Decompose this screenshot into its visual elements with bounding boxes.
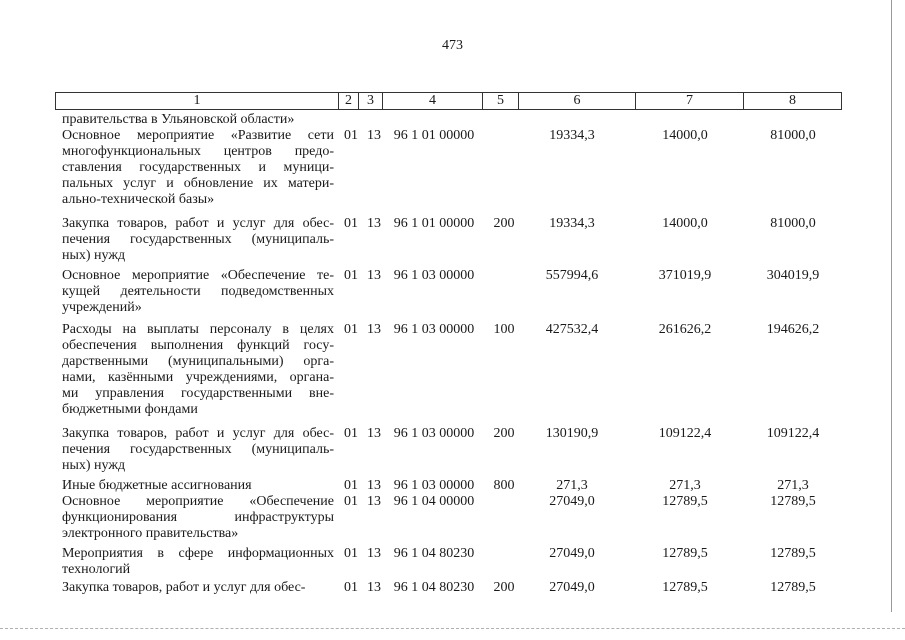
column-header-4: 4: [383, 93, 483, 110]
row-cell-c3: 13: [367, 216, 381, 231]
row-cell-c6: 557994,6: [545, 268, 599, 283]
row-cell-c5: 200: [493, 580, 515, 595]
row-cell-c4: 96 1 04 80230: [393, 546, 475, 561]
row-description: [62, 322, 334, 418]
description-line: бюджетными фондами: [62, 402, 198, 417]
row-cell-c2: 01: [344, 546, 358, 561]
row-cell-c6: 27049,0: [549, 546, 595, 561]
column-header-7: 7: [636, 93, 744, 110]
row-cell-c8: 12789,5: [770, 494, 816, 509]
row-cell-c7: 271,3: [669, 478, 701, 493]
row-cell-c5: 200: [493, 426, 515, 441]
row-description: [62, 478, 334, 494]
row-cell-c2: 01: [344, 426, 358, 441]
description-line: ставления государственных и муници-: [62, 160, 334, 175]
column-header-2: 2: [339, 93, 359, 110]
description-line: Основное мероприятие «Обеспечение те-: [62, 268, 334, 283]
column-header-1: 1: [56, 93, 339, 110]
row-cell-c3: 13: [367, 426, 381, 441]
column-header-6: 6: [519, 93, 636, 110]
row-cell-c7: 371019,9: [658, 268, 712, 283]
row-cell-c5: 800: [493, 478, 515, 493]
description-line: Расходы на выплаты персоналу в целях: [62, 322, 334, 337]
row-description: [62, 580, 334, 596]
row-cell-c6: 271,3: [556, 478, 588, 493]
row-description: [62, 112, 334, 128]
row-cell-c3: 13: [367, 322, 381, 337]
column-header-5: 5: [483, 93, 519, 110]
page-edge-right: [891, 0, 892, 612]
row-cell-c5: 200: [493, 216, 515, 231]
description-line: кущей деятельности подведомственных: [62, 284, 334, 299]
row-cell-c8: 271,3: [777, 478, 809, 493]
row-cell-c6: 19334,3: [549, 216, 595, 231]
description-line: электронного правительства»: [62, 526, 239, 541]
row-cell-c3: 13: [367, 268, 381, 283]
description-line: ально-технической базы»: [62, 192, 215, 207]
row-cell-c2: 01: [344, 128, 358, 143]
description-line: функционирования инфраструктуры: [62, 510, 334, 525]
row-description: [62, 268, 334, 316]
description-line: ных) нужд: [62, 248, 126, 263]
row-cell-c8: 81000,0: [770, 128, 816, 143]
description-line: обеспечения выполнения функций госу-: [62, 338, 334, 353]
description-line: Иные бюджетные ассигнования: [62, 478, 252, 493]
description-line: Закупка товаров, работ и услуг для обес-: [62, 426, 334, 441]
row-cell-c4: 96 1 03 00000: [393, 426, 475, 441]
row-description: [62, 546, 334, 578]
row-cell-c8: 81000,0: [770, 216, 816, 231]
row-cell-c4: 96 1 04 00000: [393, 494, 475, 509]
row-cell-c2: 01: [344, 580, 358, 595]
row-cell-c3: 13: [367, 580, 381, 595]
page-edge-bottom: [0, 628, 905, 629]
row-cell-c7: 14000,0: [662, 128, 708, 143]
row-description: [62, 128, 334, 208]
row-description: [62, 426, 334, 474]
description-line: Закупка товаров, работ и услуг для обес-: [62, 580, 306, 595]
description-line: ных) нужд: [62, 458, 126, 473]
row-cell-c7: 12789,5: [662, 580, 708, 595]
row-cell-c8: 304019,9: [766, 268, 820, 283]
row-cell-c8: 194626,2: [766, 322, 820, 337]
row-cell-c8: 12789,5: [770, 546, 816, 561]
row-cell-c4: 96 1 03 00000: [393, 268, 475, 283]
column-header-table: [55, 92, 842, 110]
row-cell-c7: 14000,0: [662, 216, 708, 231]
description-line: нами, казёнными учреждениями, органа-: [62, 370, 334, 385]
row-cell-c4: 96 1 03 00000: [393, 322, 475, 337]
description-line: ми управления государственными вне-: [62, 386, 334, 401]
description-line: пальных услуг и обновление их матери-: [62, 176, 334, 191]
row-cell-c4: 96 1 01 00000: [393, 216, 475, 231]
row-description: [62, 216, 334, 264]
row-cell-c4: 96 1 01 00000: [393, 128, 475, 143]
description-line: Мероприятия в сфере информационных: [62, 546, 334, 561]
row-cell-c3: 13: [367, 128, 381, 143]
row-cell-c6: 27049,0: [549, 580, 595, 595]
description-line: печения государственных (муниципаль-: [62, 442, 334, 457]
description-line: печения государственных (муниципаль-: [62, 232, 334, 247]
row-cell-c6: 427532,4: [545, 322, 599, 337]
row-cell-c2: 01: [344, 322, 358, 337]
row-description: [62, 494, 334, 542]
description-line: технологий: [62, 562, 131, 577]
row-cell-c7: 109122,4: [658, 426, 712, 441]
row-cell-c2: 01: [344, 216, 358, 231]
description-line: многофункциональных центров предо-: [62, 144, 334, 159]
description-line: Основное мероприятие «Обеспечение: [62, 494, 334, 509]
row-cell-c4: 96 1 03 00000: [393, 478, 475, 493]
row-cell-c2: 01: [344, 494, 358, 509]
description-line: Закупка товаров, работ и услуг для обес-: [62, 216, 334, 231]
row-cell-c7: 12789,5: [662, 494, 708, 509]
row-cell-c6: 130190,9: [545, 426, 599, 441]
column-header-8: 8: [744, 93, 842, 110]
row-cell-c4: 96 1 04 80230: [393, 580, 475, 595]
row-cell-c8: 12789,5: [770, 580, 816, 595]
row-cell-c3: 13: [367, 494, 381, 509]
row-cell-c2: 01: [344, 268, 358, 283]
row-cell-c2: 01: [344, 478, 358, 493]
description-line: дарственными (муниципальными) орга-: [62, 354, 334, 369]
column-header-3: 3: [359, 93, 383, 110]
row-cell-c3: 13: [367, 478, 381, 493]
description-line: Основное мероприятие «Развитие сети: [62, 128, 334, 143]
page-number: 473: [442, 38, 463, 53]
row-cell-c8: 109122,4: [766, 426, 820, 441]
row-cell-c6: 27049,0: [549, 494, 595, 509]
row-cell-c7: 261626,2: [658, 322, 712, 337]
row-cell-c7: 12789,5: [662, 546, 708, 561]
row-cell-c3: 13: [367, 546, 381, 561]
row-cell-c6: 19334,3: [549, 128, 595, 143]
row-cell-c5: 100: [493, 322, 515, 337]
description-line: учреждений»: [62, 300, 142, 315]
column-header-row: [56, 93, 842, 110]
description-line: правительства в Ульяновской области»: [62, 112, 295, 127]
